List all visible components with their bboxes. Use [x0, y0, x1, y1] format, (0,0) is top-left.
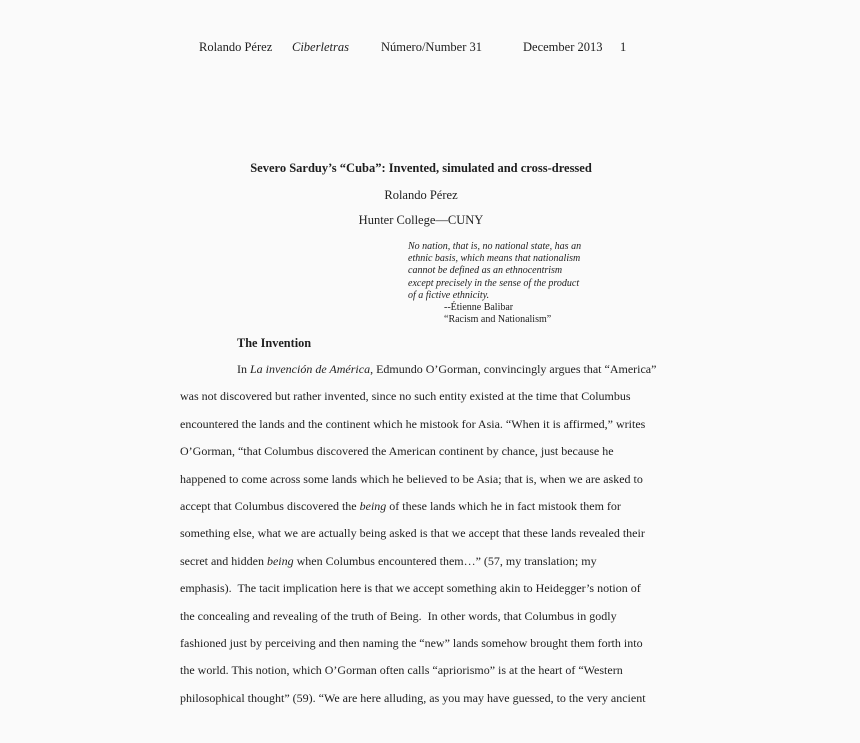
header-page-number: 1 — [620, 40, 627, 54]
header-date: December 2013 — [523, 40, 603, 54]
epigraph-attribution — [408, 302, 581, 326]
paragraph-line: accept that Columbus discovered the being of these lands which he in fact mistook them for — [180, 498, 621, 513]
paragraph-line: encountered the lands and the continent which he mistook for Asia. “When it is affirmed,” writes — [180, 416, 646, 431]
paragraph-line: the concealing and revealing of the truth of Being. In other words, that Columbus in godly — [180, 608, 617, 623]
paragraph-line: fashioned just by perceiving and then naming the “new” lands somehow brought them forth into — [180, 635, 643, 650]
epigraph — [408, 241, 581, 326]
paragraph-line: In La invención de América, Edmundo O’Gorman, convincingly argues that “America” — [237, 362, 657, 376]
paragraph-line: happened to come across some lands which he believed to be Asia; that is, when we are asked to — [180, 471, 643, 486]
header-journal: Ciberletras — [292, 40, 349, 54]
section-heading: The Invention — [237, 336, 312, 350]
epigraph-line: of a fictive ethnicity. — [408, 289, 490, 301]
paragraph-line: was not discovered but rather invented, since no such entity existed at the time that Columbus — [180, 389, 631, 404]
epigraph-attribution-line: “Racism and Nationalism” — [444, 314, 552, 326]
epigraph-line: cannot be defined as an ethnocentrism — [408, 265, 563, 277]
epigraph-line: ethnic basis, which means that nationalism — [408, 253, 581, 265]
paragraph-line: the world. This notion, which O’Gorman often calls “apriorismo” is at the heart of “Western — [180, 663, 623, 678]
body-paragraph — [180, 356, 662, 712]
article-author: Rolando Pérez — [384, 188, 458, 202]
paragraph-line: secret and hidden being when Columbus encountered them…” (57, my translation; my — [180, 553, 597, 568]
epigraph-lines — [408, 241, 581, 302]
header-issue: Número/Number 31 — [381, 40, 483, 54]
article-title: Severo Sarduy’s “Cuba”: Invented, simulated and cross-dressed — [250, 161, 592, 175]
paragraph-line: emphasis). The tacit implication here is that we accept something akin to Heidegger’s notion of — [180, 581, 641, 596]
paragraph-line: something else, what we are actually being asked is that we accept that these lands revealed their — [180, 526, 645, 541]
paragraph-line: philosophical thought” (59). “We are here alluding, as you may have guessed, to the very ancient — [180, 690, 646, 705]
epigraph-line: except precisely in the sense of the product — [408, 277, 580, 289]
epigraph-line: No nation, that is, no national state, has an — [408, 241, 582, 252]
epigraph-attribution-line: --Étienne Balibar — [444, 302, 514, 314]
paragraph-line: O’Gorman, “that Columbus discovered the American continent by chance, just because he — [180, 444, 614, 459]
article-affiliation: Hunter College—CUNY — [358, 213, 484, 227]
header-author: Rolando Pérez — [199, 40, 273, 54]
